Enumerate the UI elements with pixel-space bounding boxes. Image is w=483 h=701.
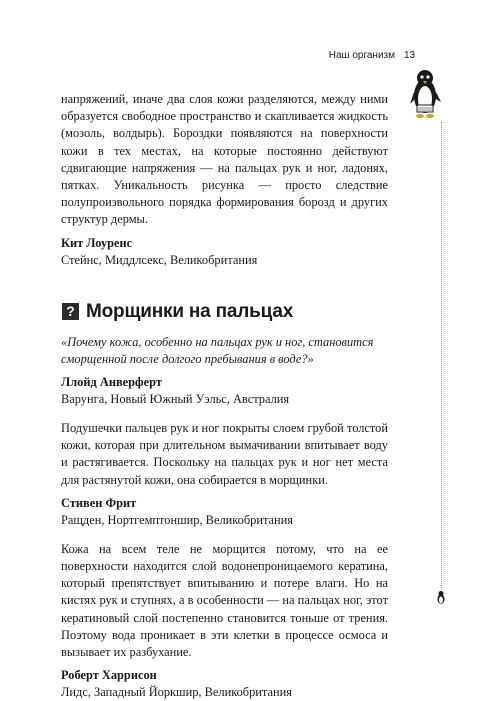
penguin-marker-icon — [435, 590, 447, 606]
question-mark-icon: ? — [62, 303, 79, 320]
paragraph: Подушечки пальцев рук и ног покрыты слоем грубой толстой кожи, которая при длительном вымачивании впитывает воду и растягивается. Поскольку на пальцах рук и ног нет места для растянутой кожи, она собирается в морщинки. — [61, 421, 388, 487]
section-title: Морщинки на пальцах — [86, 300, 294, 322]
paragraph: Кожа на всем теле не морщится потому, что на ее поверхности находится слой водонепроницаемого кератина, который препятствует впитыванию и потере влаги. Но на кистях рук и ступнях, а в особенности — на пальцах ног, этот кератиновый слой постепенно становится тоньше от трения. Поэтому вода проникает в эти клетки в процессе осмоса и вызывает их разбухание. — [61, 541, 388, 660]
author-name: Роберт Харрисон — [61, 668, 157, 683]
author-name: Ллойд Анверферт — [61, 375, 162, 390]
paragraph: напряжений, иначе два слоя кожи разделяются, между ними образуется свободное пространство и скапливается жидкость (мозоль, волдырь). Бороздки появляются на поверхности кожи в тех местах, на которые постоянно действуют сдвигающие напряжения — на пальцах рук и ног, ладонях, пятках. Уникальность рисунка — просто следствие полупроизвольного порядка формирования борозд и других структур дермы. — [61, 92, 388, 227]
reader-question: «Почему кожа, особенно на пальцах рук и ног, становится сморщенной после долгого пребывания в воде?» — [61, 334, 374, 366]
section-heading — [61, 299, 388, 325]
author-location: Стейнс, Миддлсекс, Великобритания — [61, 252, 258, 267]
article-body — [61, 91, 388, 701]
author-location: Лидс, Западный Йоркшир, Великобритания — [61, 685, 292, 700]
running-title: Наш организм — [328, 50, 395, 61]
page-header — [0, 50, 483, 66]
author-name: Стивен Фрит — [61, 495, 137, 510]
margin-dotted-line — [441, 122, 442, 592]
author-name: Кит Лоуренс — [61, 235, 133, 250]
author-location: Варунга, Новый Южный Уэльс, Австралия — [61, 392, 290, 407]
author-location: Ращден, Нортгемптоншир, Великобритания — [61, 512, 294, 527]
penguin-icon — [407, 66, 443, 122]
page-number: 13 — [404, 50, 416, 61]
